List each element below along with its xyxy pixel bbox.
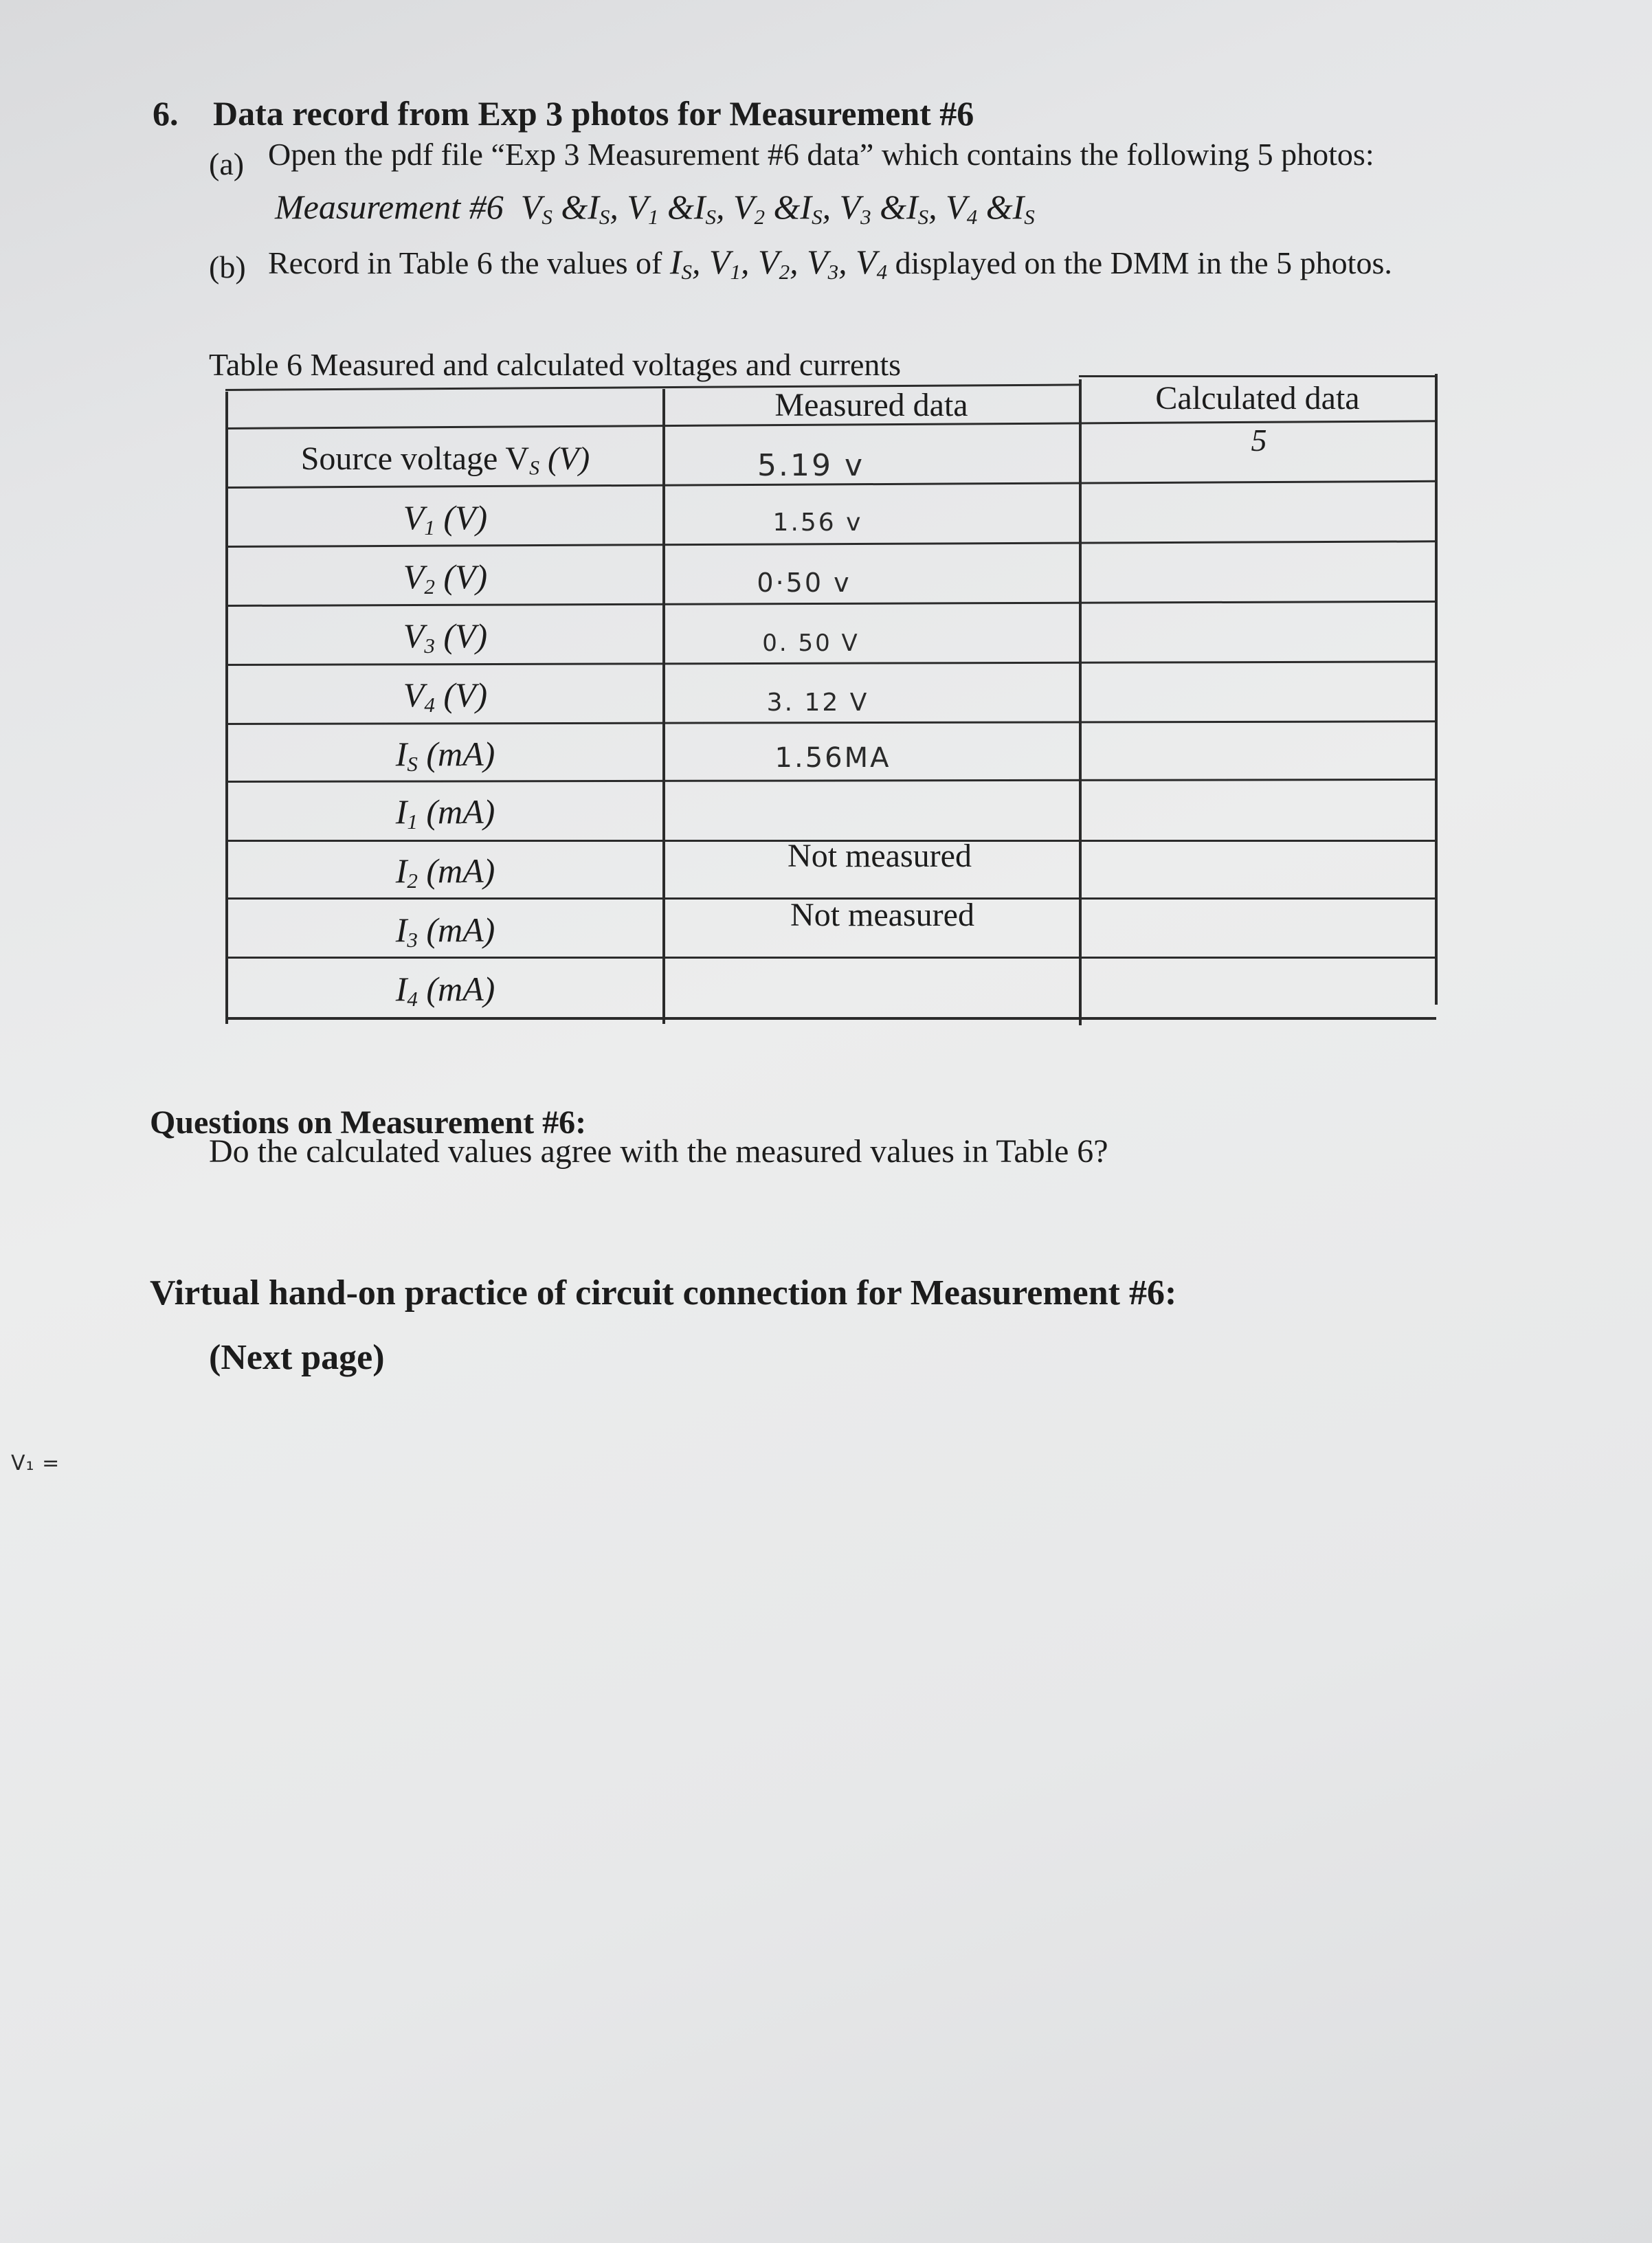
questions-title: Questions on Measurement #6: <box>150 1104 587 1141</box>
measured-v3: 0. 50 V <box>762 629 860 657</box>
instruction-b-text: Record in Table 6 the values of $I_S$, $V_1$, $V_2$, $V_3$, $V_4$ displayed on the DMM in the 5 photos. <box>268 243 1392 284</box>
instruction-b-label: (b) <box>209 249 246 284</box>
virtual-next: (Next page) <box>209 1338 385 1377</box>
row-label-is: $I_S$ (mA) <box>395 735 495 776</box>
margin-note: V₁ = <box>11 1451 60 1475</box>
data-table <box>0 0 1652 1100</box>
header-measured: Measured data <box>774 387 968 423</box>
virtual-title: Virtual hand-on practice of circuit connection for Measurement #6: <box>150 1273 1177 1313</box>
header-calculated: Calculated data <box>1155 380 1360 416</box>
instruction-a-label: (a) <box>209 146 245 181</box>
row-label-v2: $V_2$ (V) <box>403 557 488 599</box>
table-caption: Table 6 Measured and calculated voltages and currents <box>209 347 902 382</box>
measured-vs: 5.19 v <box>757 448 864 483</box>
measured-i2: Not measured <box>788 838 972 874</box>
row-label-i2: $I_2$ (mA) <box>395 851 495 893</box>
measured-is: 1.56MA <box>774 742 891 774</box>
row-label-i3: $I_3$ (mA) <box>395 911 495 952</box>
row-label-i4: $I_4$ (mA) <box>395 970 495 1011</box>
row-label-i1: $I_1$ (mA) <box>395 792 495 834</box>
row-label-v1: $V_1$ (V) <box>403 498 488 539</box>
measured-v4: 3. 12 V <box>766 689 869 717</box>
instruction-a-text: Open the pdf file “Exp 3 Measurement #6 data” which contains the following 5 photos: <box>268 137 1374 172</box>
question-1: Do the calculated values agree with the measured values in Table 6? <box>209 1133 1108 1170</box>
measured-i3: Not measured <box>790 897 974 933</box>
photos-prefix: Measurement #6 <box>275 188 504 226</box>
row-label-vs: Source voltage $V_S$ (V) <box>300 440 590 480</box>
b-variables: $I_S$, $V_1$, $V_2$, $V_3$, $V_4$ <box>669 243 888 284</box>
photos-list: $V_S$ $\&I_S$, $V_1$ $\&I_S$, $V_2$ $\&I_S$, $V_3$ $\&I_S$, $V_4$ $\&I_S$ <box>520 188 1035 229</box>
row-label-v3: $V_3$ (V) <box>403 616 488 658</box>
section-number: 6. <box>153 94 179 133</box>
measured-v1: 1.56 v <box>772 509 863 537</box>
measured-v2: 0·50 v <box>757 568 851 598</box>
section-title: Data record from Exp 3 photos for Measurement #6 <box>213 94 974 133</box>
row-label-v4: $V_4$ (V) <box>403 676 488 717</box>
calculated-vs: 5 <box>1251 423 1267 458</box>
